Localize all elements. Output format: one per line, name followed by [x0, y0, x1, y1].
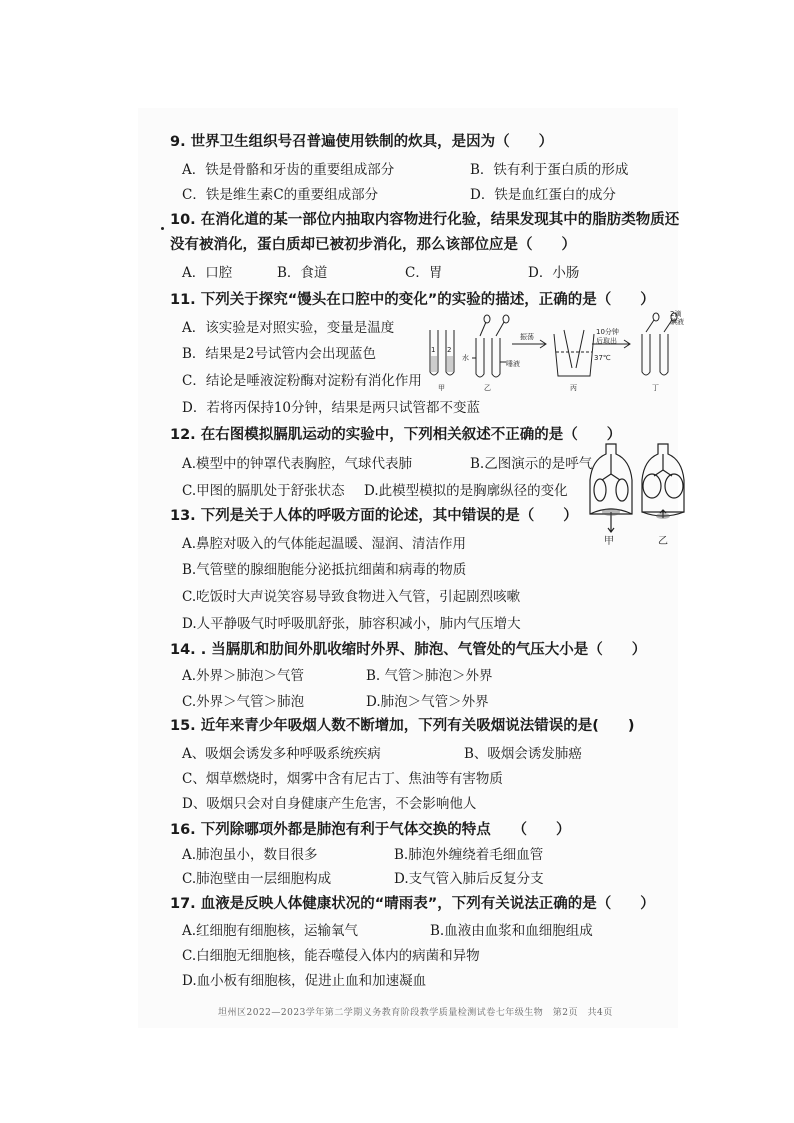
q16-option-c: C.肺泡壁由一层细胞构成 [182, 871, 332, 887]
q13-option-b: B.气管壁的腺细胞能分泌抵抗细菌和病毒的物质 [182, 562, 467, 578]
q13-option-c: C.吃饭时大声说笑容易导致食物进入气管，引起剧烈咳嗽 [182, 589, 521, 605]
q14-option-b: B. 气管＞肺泡＞外界 [366, 668, 493, 684]
figure-label-ding: 丁 [652, 384, 659, 392]
q12-option-d: D.此模型模拟的是胸廓纵径的变化 [364, 483, 568, 499]
q15-option-d: D、吸烟只会对自身健康产生危害，不会影响他人 [182, 796, 477, 812]
question-17-stem: 17. 血液是反映人体健康状况的“晴雨表”，下列有关说法正确的是（ ） [170, 896, 655, 912]
q10-option-b: B．食道 [277, 265, 328, 281]
figure-label-bing: 丙 [570, 384, 577, 392]
iodine-label-1: 2滴 [670, 310, 682, 318]
q11-option-d: D．若将丙保持10分钟，结果是两只试管都不变蓝 [182, 400, 481, 416]
margin-mark [161, 227, 164, 230]
question-11-stem: 11. 下列关于探究“馒头在口腔中的变化”的实验的描述，正确的是（ ） [170, 292, 655, 308]
q11-option-b: B．结果是2号试管内会出现蓝色 [182, 346, 377, 362]
q9-option-c: C．铁是维生素C的重要组成部分 [182, 187, 379, 203]
tube-1-label: 1 [431, 346, 436, 354]
timer-label-2: 后取出 [596, 337, 617, 345]
question-10-stem-line1: 10. 在消化道的某一部位内抽取内容物进行化验，结果发现其中的脂肪类物质还 [170, 212, 680, 228]
q14-option-a: A.外界＞肺泡＞气管 [182, 668, 305, 684]
q12-option-c: C.甲图的膈肌处于舒张状态 [182, 483, 345, 499]
q9-option-b: B．铁有利于蛋白质的形成 [470, 162, 629, 178]
q11-option-c: C．结论是唾液淀粉酶对淀粉有消化作用 [182, 373, 422, 389]
q11-option-a: A．该实验是对照实验，变量是温度 [182, 320, 395, 336]
figure-label-yi: 乙 [484, 384, 491, 392]
q12-option-b: B.乙图演示的是呼气 [470, 456, 593, 472]
q13-option-a: A.鼻腔对吸入的气体能起温暖、湿润、清洁作用 [182, 536, 467, 552]
q17-option-b: B.血液由血浆和血细胞组成 [430, 923, 593, 939]
timer-label-1: 10分钟 [596, 328, 619, 336]
q17-option-c: C.白细胞无细胞核，能吞噬侵入体内的病菌和异物 [182, 948, 480, 964]
question-12-stem: 12. 在右图模拟膈肌运动的实验中，下列相关叙述不正确的是（ ） [170, 427, 622, 443]
digestion-experiment-figure [420, 310, 692, 394]
water-label: 水 [462, 354, 469, 362]
question-13-stem: 13. 下列是关于人体的呼吸方面的论述，其中错误的是（ ） [170, 508, 578, 524]
q15-option-a: A、吸烟会诱发多种呼吸系统疾病 [182, 746, 381, 762]
q15-option-c: C、烟草燃烧时，烟雾中含有尼古丁、焦油等有害物质 [182, 771, 503, 787]
figure-label-jia: 甲 [604, 536, 614, 547]
tube-2-label: 2 [447, 346, 452, 354]
question-16-stem: 16. 下列除哪项外都是肺泡有利于气体交换的特点 （ ） [170, 822, 571, 838]
stir-label: 振荡 [520, 333, 534, 341]
q14-option-d: D.肺泡＞气管＞外界 [366, 694, 489, 710]
q15-option-b: B、吸烟会诱发肺癌 [464, 746, 582, 762]
q10-option-c: C．胃 [405, 265, 443, 281]
q9-option-d: D．铁是血红蛋白的成分 [470, 187, 616, 203]
question-9-stem: 9. 世界卫生组织号召普遍使用铁制的炊具，是因为（ ） [170, 134, 554, 150]
q16-option-d: D.支气管入肺后反复分支 [394, 871, 544, 887]
diaphragm-model-figure [584, 440, 694, 548]
q17-option-d: D.血小板有细胞核，促进止血和加速凝血 [182, 973, 427, 989]
iodine-label-2: 碘液 [670, 318, 684, 326]
q10-option-d: D．小肠 [528, 265, 580, 281]
q16-option-a: A.肺泡虽小，数目很多 [182, 847, 318, 863]
figure-label-jia: 甲 [438, 384, 445, 392]
q9-option-a: A．铁是骨骼和牙齿的重要组成部分 [182, 162, 395, 178]
q17-option-a: A.红细胞有细胞核，运输氧气 [182, 923, 359, 939]
question-15-stem: 15. 近年来青少年吸烟人数不断增加，下列有关吸烟说法错误的是( ) [170, 718, 635, 734]
figure-label-yi: 乙 [658, 536, 668, 547]
q12-option-a: A.模型中的钟罩代表胸腔，气球代表肺 [182, 456, 413, 472]
q16-option-b: B.肺泡外缠绕着毛细血管 [394, 847, 544, 863]
q10-option-a: A．口腔 [182, 265, 233, 281]
page-footer: 坦州区2022—2023学年第二学期义务教育阶段教学质量检测试卷七年级生物 第2页 共4页 [218, 1008, 613, 1018]
question-10-stem-line2: 没有被消化，蛋白质却已被初步消化，那么该部位应是（ ） [170, 237, 576, 253]
temperature-label: 37℃ [594, 354, 611, 362]
q14-option-c: C.外界＞气管＞肺泡 [182, 694, 305, 710]
q13-option-d: D.人平静吸气时呼吸肌舒张，肺容积减小，肺内气压增大 [182, 616, 521, 632]
question-14-stem: 14. . 当膈肌和肋间外肌收缩时外界、肺泡、气管处的气压大小是（ ） [170, 642, 647, 658]
saliva-label: 唾液 [506, 360, 520, 368]
